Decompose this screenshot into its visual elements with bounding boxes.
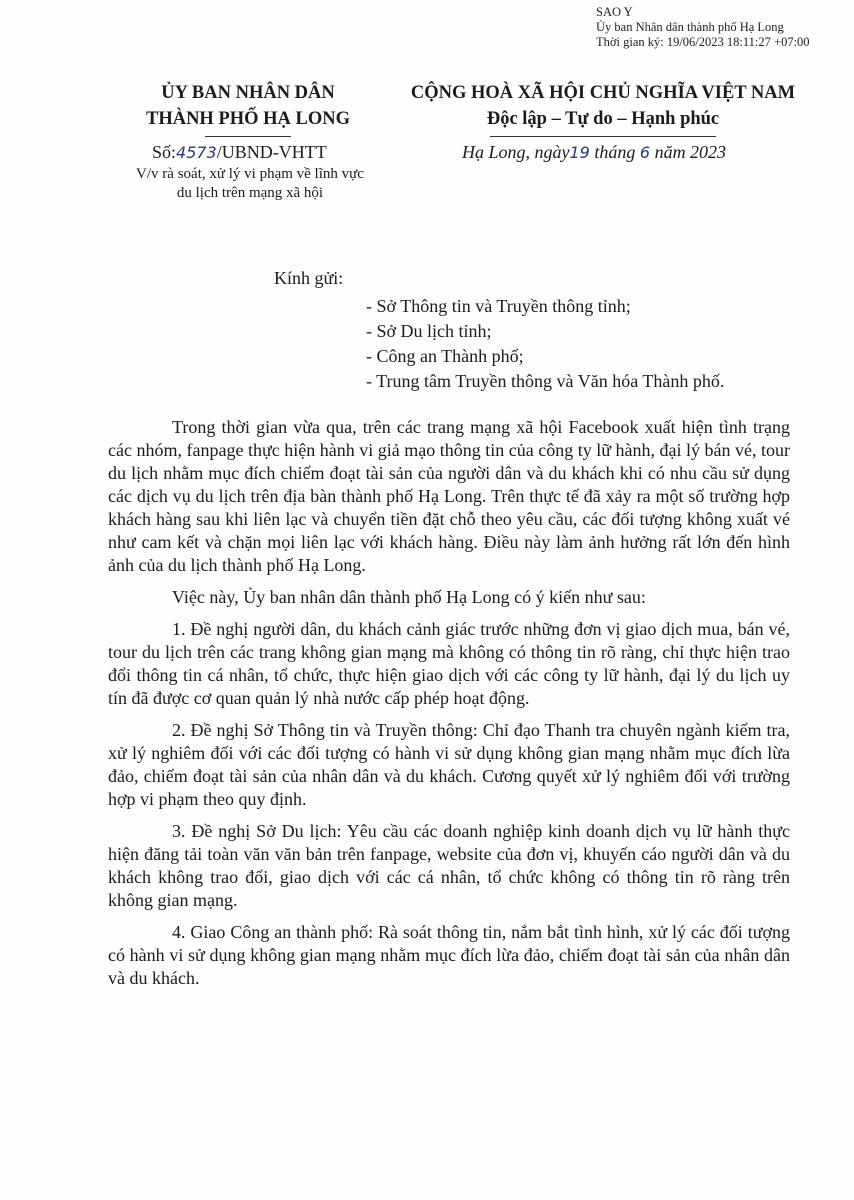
doc-number-handwritten: 4573 [176, 143, 217, 162]
date-day-handwritten: 19 [569, 143, 590, 162]
issuing-agency [120, 80, 376, 132]
document-number [152, 140, 327, 165]
stamp-line-signer: Ủy ban Nhân dân thành phố Hạ Long [596, 20, 784, 34]
body-paragraph-item-3: 3. Đề nghị Sở Du lịch: Yêu cầu các doanh nghiệp kinh doanh dịch vụ lữ hành thực hiện đăng tải toàn văn văn bản trên fanpage, website của đơn vị, khuyến cáo người dân và du khách không trao đổi, giao dịch với các cá nhân, tổ chức không có thông tin rõ ràng trên không gian mạng. [108, 821, 790, 910]
date-year: năm 2023 [654, 142, 727, 162]
date-place: Hạ Long, ngày [462, 142, 570, 162]
body-paragraph-intro: Trong thời gian vừa qua, trên các trang mạng xã hội Facebook xuất hiện tình trạng các nhóm, fanpage thực hiện hành vi giả mạo thông tin của công ty lữ hành, đại lý bán vé, tour du lịch nhằm mục đích chiếm đoạt tài sản của người dân và du khách khi có nhu cầu sử dụng các dịch vụ du lịch trên địa bàn thành phố Hạ Long. Trên thực tế đã xảy ra một số trường hợp khách hàng sau khi liên lạc và chuyển tiền đặt chỗ theo yêu cầu, các đối tượng không xuất vé như cam kết và chặn mọi liên lạc với khách hàng. Điều này làm ảnh hưởng rất lớn đến hình ảnh của du lịch thành phố Hạ Long. [108, 417, 790, 575]
salutation: Kính gửi: [274, 268, 344, 288]
body-paragraph-item-2: 2. Đề nghị Sở Thông tin và Truyền thông: Chỉ đạo Thanh tra chuyên ngành kiểm tra, xử lý nghiêm đối với các đối tượng có hành vi sử dụng không gian mạng nhằm mục đích lừa đảo, chiếm đoạt tài sản của nhân dân và du khách. Cương quyết xử lý nghiêm đối với trường hợp vi phạm theo quy định. [108, 720, 790, 809]
agency-line-2: THÀNH PHỐ HẠ LONG [145, 109, 351, 129]
subject-line-2: du lịch trên mạng xã hội [176, 185, 324, 201]
digital-signature-stamp [596, 5, 850, 50]
stamp-line-copy: SAO Y [596, 5, 633, 19]
recipient-item: - Trung tâm Truyền thông và Văn hóa Thành phố. [366, 371, 725, 391]
national-header [388, 80, 818, 132]
nation-motto: Độc lập – Tự do – Hạnh phúc [486, 109, 720, 129]
date-month-handwritten: 6 [639, 143, 651, 162]
document-subject [90, 165, 410, 203]
document-body [108, 416, 790, 996]
recipient-list [366, 294, 724, 394]
recipient-item: - Sở Thông tin và Truyền thông tỉnh; [366, 296, 631, 316]
motto-underline [490, 136, 716, 137]
body-paragraph-item-1: 1. Đề nghị người dân, du khách cảnh giác trước những đơn vị giao dịch mua, bán vé, tour du lịch trên các trang không gian mạng mà không có thông tin rõ ràng, chỉ thực hiện trao đổi thông tin cá nhân, tổ chức, thực hiện giao dịch với các công ty lữ hành, đại lý du lịch uy tín đã được cơ quan quản lý nhà nước cấp phép hoạt động. [108, 619, 790, 708]
subject-line-1: V/v rà soát, xử lý vi phạm về lĩnh vực [136, 166, 364, 182]
place-and-date [462, 140, 726, 165]
date-month-label: tháng [594, 142, 636, 162]
doc-number-suffix: /UBND-VHTT [216, 142, 327, 162]
body-paragraph-item-4: 4. Giao Công an thành phố: Rà soát thông tin, nắm bắt tình hình, xử lý các đối tượng có hành vi sử dụng không gian mạng nhằm mục đích lừa đảo, chiếm đoạt tài sản của nhân dân và du khách. [108, 922, 790, 988]
body-paragraph-opinion: Việc này, Ủy ban nhân dân thành phố Hạ Long có ý kiến như sau: [172, 587, 646, 607]
nation-title: CỘNG HOÀ XÃ HỘI CHỦ NGHĨA VIỆT NAM [410, 83, 796, 103]
recipient-item: - Công an Thành phố; [366, 346, 524, 366]
doc-number-prefix: Số: [152, 142, 177, 162]
recipient-item: - Sở Du lịch tỉnh; [366, 321, 492, 341]
agency-line-1: ỦY BAN NHÂN DÂN [161, 83, 335, 103]
stamp-line-time: Thời gian ký: 19/06/2023 18:11:27 +07:00 [596, 35, 810, 49]
agency-underline [205, 136, 291, 137]
